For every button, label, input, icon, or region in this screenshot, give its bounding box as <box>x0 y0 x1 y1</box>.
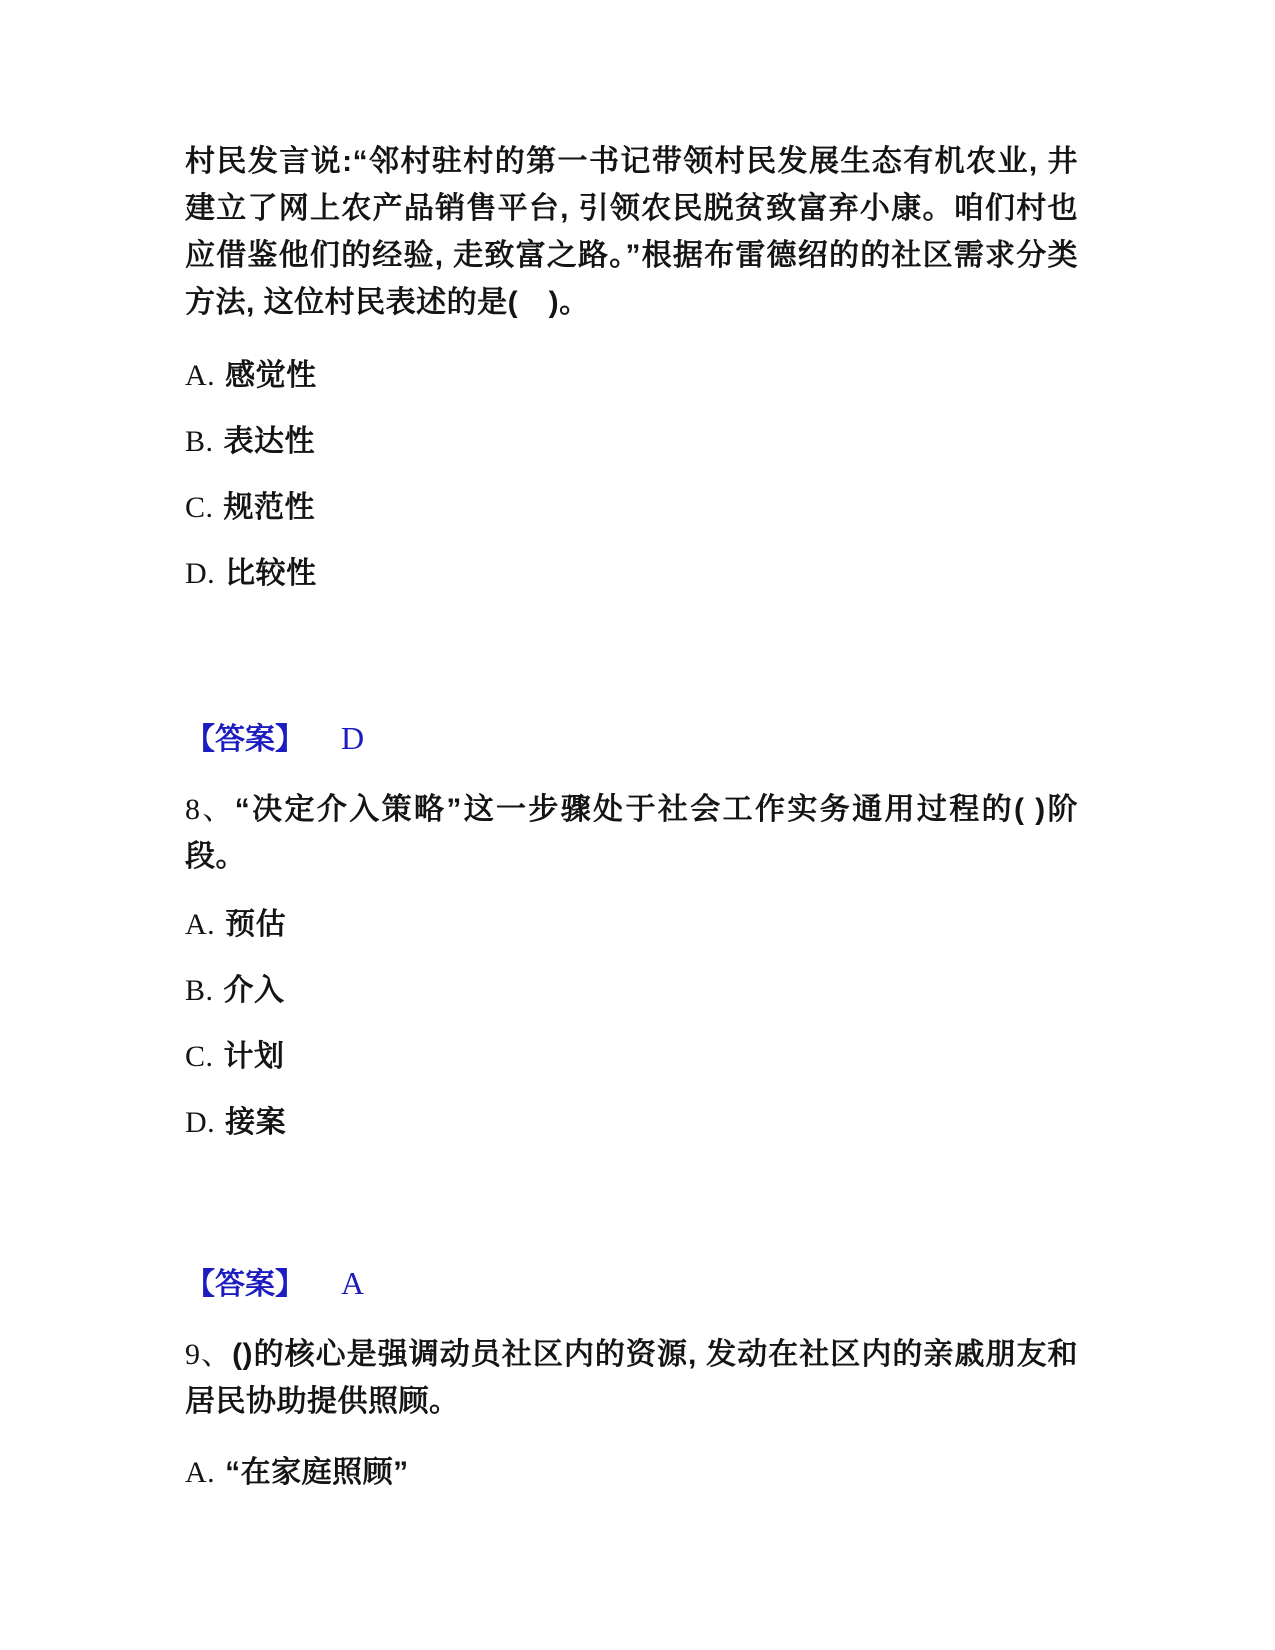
answer-row <box>185 715 1078 763</box>
option-c-letter: C. <box>185 491 214 524</box>
question-9-stem-text: ()的核心是强调动员社区内的资源, 发动在社区内的亲戚朋友和居民协助提供照顾。 <box>185 1338 1078 1418</box>
question-continued-stem: 村民发言说:“邻村驻村的第一书记带领村民发展生态有机农业, 井建立了网上农产品销售平台, 引领农民脱贫致富弃小康。咱们村也应借鉴他们的经验, 走致富之路。”根据布雷德绍的的社区需求分类方法, 这位村民表述的是( )。 <box>185 145 1078 319</box>
question-9-options <box>185 1449 1078 1496</box>
option-a-letter: A. <box>185 908 216 941</box>
option-a-text: “在家庭照顾” <box>225 1456 409 1489</box>
option-a <box>185 1449 1078 1496</box>
option-b-text: 介入 <box>223 974 285 1007</box>
answer-value: A <box>341 1265 365 1301</box>
option-a-text: 感觉性 <box>225 359 317 392</box>
option-b-letter: B. <box>185 974 214 1007</box>
question-9-number: 9、 <box>185 1338 233 1371</box>
question-8-number: 8、 <box>185 793 235 826</box>
option-d <box>185 1099 1078 1146</box>
question-8-stem-text: “决定介入策略”这一步骤处于社会工作实务通用过程的( )阶段。 <box>185 793 1079 873</box>
option-c-text: 规范性 <box>223 491 316 524</box>
answer-label: 【答案】 <box>185 1268 305 1301</box>
answer-value: D <box>341 720 365 756</box>
option-b-letter: B. <box>185 425 214 458</box>
option-b <box>185 418 1078 465</box>
option-d-letter: D. <box>185 1106 216 1139</box>
option-d-text: 比较性 <box>225 557 317 590</box>
option-a-letter: A. <box>185 1456 216 1489</box>
option-a <box>185 352 1078 399</box>
option-b <box>185 967 1078 1014</box>
option-a-letter: A. <box>185 359 216 392</box>
answer-row <box>185 1260 1078 1308</box>
option-c-text: 计划 <box>223 1040 285 1073</box>
option-b-text: 表达性 <box>223 425 316 458</box>
option-d-letter: D. <box>185 557 216 590</box>
option-a <box>185 901 1078 948</box>
option-d-text: 接案 <box>225 1106 287 1139</box>
question-9-stem <box>185 1331 1078 1425</box>
question-8-stem <box>185 786 1078 880</box>
option-c <box>185 484 1078 531</box>
question-8-options <box>185 901 1078 1146</box>
option-d <box>185 550 1078 597</box>
option-a-text: 预估 <box>225 908 287 941</box>
answer-label: 【答案】 <box>185 723 305 756</box>
option-c <box>185 1033 1078 1080</box>
option-c-letter: C. <box>185 1040 214 1073</box>
question-continued-options <box>185 352 1078 597</box>
